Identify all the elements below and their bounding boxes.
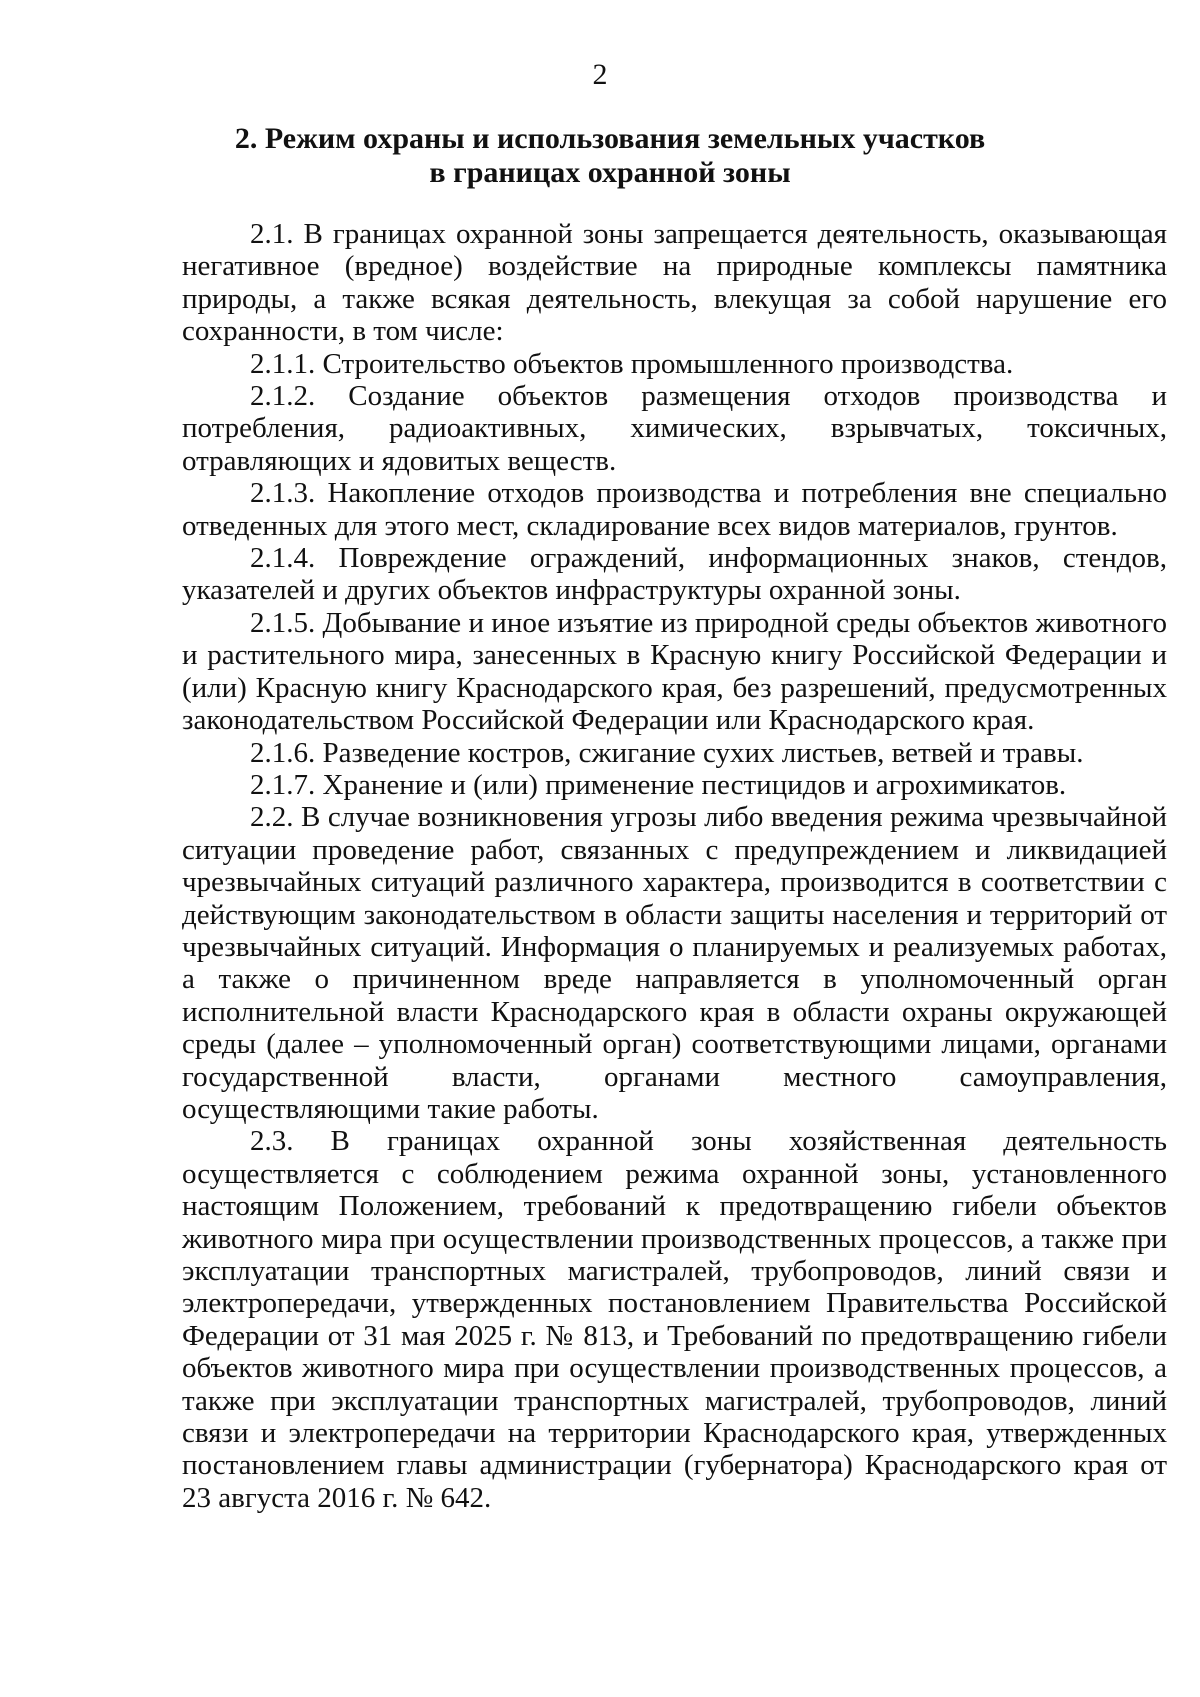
paragraph-2-1-5: 2.1.5. Добывание и иное изъятие из природной среды объектов животного и растительного мира, занесенных в Красную книгу Российской Федерации и (или) Красную книгу Краснодарского края, без разрешений, предусмотренных законодательством Российской Федерации или Краснодарского края. <box>182 606 1167 737</box>
paragraph-2-3: 2.3. В границах охранной зоны хозяйственная деятельность осуществляется с соблюдением режима охранной зоны, установленного настоящим Положением, требований к предотвращению гибели объектов животного мира при осуществлении производственных процессов, а также при эксплуатации транспортных магистралей, трубопроводов, линий связи и электропередачи, утвержденных постановлением Правительства Российской Федерации от 31 мая 2025 г. № 813, и Требований по предотвращению гибели объектов животного мира при осуществлении производственных процессов, а также при эксплуатации транспортных магистралей, трубопроводов, линий связи и электропередачи на территории Краснодарского края, утвержденных постановлением главы администрации (губернатора) Краснодарского края от 23 августа 2016 г. № 642. <box>182 1125 1167 1514</box>
section-title <box>150 122 1070 190</box>
page-number: 2 <box>592 58 608 91</box>
paragraph-2-1-6: 2.1.6. Разведение костров, сжигание сухих листьев, ветвей и травы. <box>250 736 1084 769</box>
document-body <box>182 218 1167 1514</box>
section-title-line-2: в границах охранной зоны <box>429 156 791 189</box>
section-title-line-1: 2. Режим охраны и использования земельных участков <box>234 122 986 155</box>
paragraph-2-1-4: 2.1.4. Повреждение ограждений, информационных знаков, стендов, указателей и других объектов инфраструктуры охранной зоны. <box>182 542 1167 607</box>
paragraph-2-1-2: 2.1.2. Создание объектов размещения отходов производства и потребления, радиоактивных, химических, взрывчатых, токсичных, отравляющих и ядовитых веществ. <box>182 380 1167 477</box>
paragraph-2-1: 2.1. В границах охранной зоны запрещается деятельность, оказывающая негативное (вредное) воздействие на природные комплексы памятника природы, а также всякая деятельность, влекущая за собой нарушение его сохранности, в том числе: <box>182 218 1167 348</box>
paragraph-2-2: 2.2. В случае возникновения угрозы либо введения режима чрезвычайной ситуации проведение работ, связанных с предупреждением и ликвидацией чрезвычайных ситуаций различного характера, производится в соответствии с действующим законодательством в области защиты населения и территорий от чрезвычайных ситуаций. Информация о планируемых и реализуемых работах, а также о причиненном вреде направляется в уполномоченный орган исполнительной власти Краснодарского края в области охраны окружающей среды (далее – уполномоченный орган) соответствующими лицами, органами государственной власти, органами местного самоуправления, осуществляющими такие работы. <box>182 801 1167 1125</box>
paragraph-2-1-7: 2.1.7. Хранение и (или) применение пестицидов и агрохимикатов. <box>250 768 1067 801</box>
paragraph-2-1-3: 2.1.3. Накопление отходов производства и потребления вне специально отведенных для этого мест, складирование всех видов материалов, грунтов. <box>182 477 1167 542</box>
paragraph-2-1-1: 2.1.1. Строительство объектов промышленного производства. <box>250 347 1014 380</box>
